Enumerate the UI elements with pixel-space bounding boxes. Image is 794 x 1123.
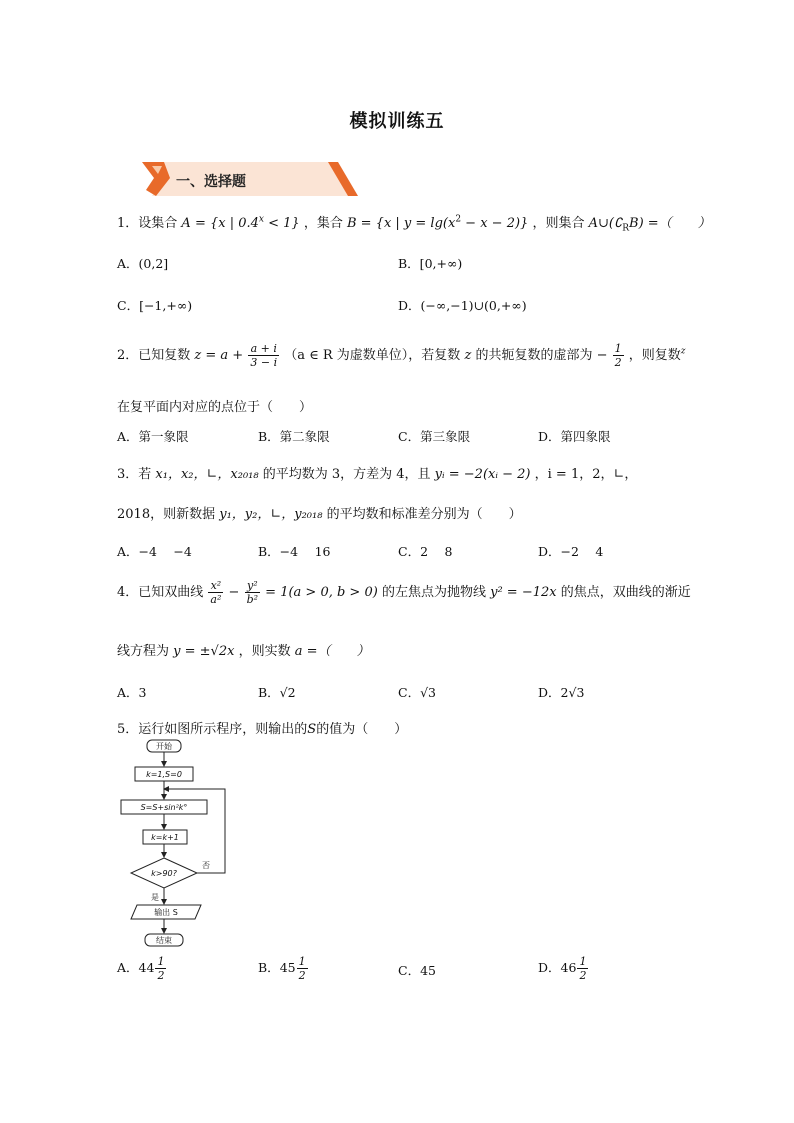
flow-cond-label: k>90? xyxy=(151,869,177,878)
banner-ribbon-icon xyxy=(142,160,358,198)
q2-fraction xyxy=(248,343,279,368)
q2-frac-num: a + i xyxy=(248,343,279,356)
flow-output-label: 输出 S xyxy=(154,908,178,917)
question-2 xyxy=(117,343,686,368)
q5-s: S xyxy=(307,722,317,737)
q5-a-num: 1 xyxy=(157,955,165,968)
q1-set-b-exp: 2 xyxy=(455,214,462,225)
q5-a-label: A． xyxy=(117,960,139,975)
q2-line2: 在复平面内对应的点位于（ ） xyxy=(117,400,313,415)
q1-option-c[interactable]: C．[−1,+∞) xyxy=(117,298,193,313)
q4-post: 的焦点，双曲线的渐近 xyxy=(560,585,691,600)
section-label: 一、选择题 xyxy=(176,174,246,190)
q4-text2: 线方程为 xyxy=(117,644,170,659)
q1-mid: ，集合 xyxy=(303,216,343,231)
q4-text3: ，则实数 xyxy=(238,644,291,659)
q1-set-a-exp: x xyxy=(258,214,264,225)
q5-d-den: 2 xyxy=(579,969,587,982)
question-3 xyxy=(117,463,637,482)
q1-post: ，则集合 xyxy=(532,216,585,231)
flow-update-label: S=S+sin²k° xyxy=(140,803,188,812)
q4-line2 xyxy=(117,640,370,659)
flow-end-label: 结束 xyxy=(156,936,172,945)
page-title: 模拟训练五 xyxy=(349,111,445,132)
q3-text3: 的平均数和标准差分别为（ ） xyxy=(326,507,522,522)
q5-option-c[interactable]: C．45 xyxy=(398,963,436,978)
q5-d-frac xyxy=(577,956,588,981)
q4-f2-den: b² xyxy=(246,593,259,606)
q5-b-frac xyxy=(297,956,308,981)
q4-frac-y xyxy=(245,580,260,605)
question-4 xyxy=(117,580,691,605)
q1-set-b: B = {x | y = lg(x xyxy=(346,216,456,231)
q2-option-c[interactable]: C．第三象限 xyxy=(398,429,471,444)
q4-f1-den: a² xyxy=(210,593,222,606)
q2-half xyxy=(613,343,624,368)
q1-expr: A∪(∁ xyxy=(588,216,623,231)
q3-option-b[interactable]: B．−4 16 xyxy=(258,544,331,559)
q4-mid: 的左焦点为抛物线 xyxy=(381,585,486,600)
q1-option-b[interactable]: B．[0,+∞) xyxy=(398,256,463,271)
q4-prefix: 4．已知双曲线 xyxy=(117,585,204,600)
q5-d-whole: 46 xyxy=(560,960,577,975)
q5-text: 5．运行如图所示程序，则输出的 xyxy=(117,722,308,737)
q4-f1-num: x² xyxy=(208,580,223,593)
q5-option-b[interactable] xyxy=(258,956,309,981)
flow-init-label: k=1,S=0 xyxy=(146,770,182,779)
q5-a-frac xyxy=(155,956,166,981)
q1-set-a-tail: < 1} xyxy=(263,216,300,231)
q4-cond: = 1(a > 0, b > 0) xyxy=(265,585,378,600)
q3-option-a[interactable]: A．−4 −4 xyxy=(117,544,192,559)
q2-mid: 的共轭复数的虚部为 − xyxy=(475,348,608,363)
q5-tail: 的值为（ ） xyxy=(316,722,408,737)
question-1 xyxy=(117,212,711,234)
q4-option-a[interactable]: A．3 xyxy=(117,685,147,700)
q2-z2: z xyxy=(680,346,686,357)
q1-prefix: 1．设集合 xyxy=(117,216,178,231)
q4-minus: − xyxy=(228,585,240,600)
q5-a-den: 2 xyxy=(157,969,165,982)
q5-b-num: 1 xyxy=(298,955,306,968)
q4-answer-blank: a =（ ） xyxy=(294,644,370,659)
q2-half-num: 1 xyxy=(614,342,622,355)
q5-option-a[interactable] xyxy=(117,956,167,981)
q4-option-b[interactable]: B．√2 xyxy=(258,685,296,700)
q2-option-b[interactable]: B．第二象限 xyxy=(258,429,330,444)
q1-expr-tail: B) =（ ） xyxy=(629,216,711,231)
q4-frac-x xyxy=(208,580,223,605)
q2-half-den: 2 xyxy=(614,356,622,369)
q4-parabola: y² = −12x xyxy=(490,585,557,600)
q5-b-den: 2 xyxy=(298,969,306,982)
q2-z-eq: z = a + xyxy=(194,348,244,363)
q3-line2 xyxy=(117,503,522,522)
q3-text2: 2018，则新数据 xyxy=(117,507,216,522)
q2-option-d[interactable]: D．第四象限 xyxy=(538,429,611,444)
q5-d-num: 1 xyxy=(579,955,587,968)
flowchart xyxy=(115,738,235,950)
q5-b-label: B． xyxy=(258,960,280,975)
q3-option-c[interactable]: C．2 8 xyxy=(398,544,453,559)
q4-option-d[interactable]: D．2√3 xyxy=(538,685,585,700)
q4-f2-num: y² xyxy=(245,580,260,593)
q3-text1: 的平均数为 3，方差为 4，且 xyxy=(262,467,431,482)
q2-prefix: 2．已知复数 xyxy=(117,348,191,363)
flow-yes-label: 是 xyxy=(151,893,159,902)
q3-prefix: 3．若 xyxy=(117,467,152,482)
q2-paren: （a ∈ R 为虚数单位），若复数 xyxy=(284,348,461,363)
section-banner xyxy=(142,160,358,198)
q4-option-c[interactable]: C．√3 xyxy=(398,685,436,700)
q2-frac-den: 3 − i xyxy=(250,356,278,369)
q2-post: ，则复数 xyxy=(628,348,681,363)
q5-d-label: D． xyxy=(538,960,561,975)
q3-y-seq: y₁，y₂，∟，y₂₀₁₈ xyxy=(219,507,323,522)
flow-start-label: 开始 xyxy=(156,742,172,751)
q3-index: ，i = 1，2，∟， xyxy=(534,467,638,482)
q2-option-a[interactable]: A．第一象限 xyxy=(117,429,189,444)
flowchart-diagram xyxy=(115,738,235,950)
q1-set-a: A = {x | 0.4 xyxy=(181,216,259,231)
q5-a-whole: 44 xyxy=(138,960,155,975)
q1-option-a[interactable]: A．(0,2] xyxy=(117,256,169,271)
q1-expr-sub: R xyxy=(622,223,630,234)
q4-asymptote: y = ±√2x xyxy=(173,644,235,659)
q5-option-d[interactable] xyxy=(538,956,589,981)
q2-z: z xyxy=(464,348,472,363)
q1-option-d[interactable]: D．(−∞,−1)∪(0,+∞) xyxy=(398,298,527,313)
q3-option-d[interactable]: D．−2 4 xyxy=(538,544,604,559)
flow-inc-label: k=k+1 xyxy=(151,833,179,842)
q3-x-seq: x₁，x₂，∟，x₂₀₁₈ xyxy=(155,467,259,482)
q1-set-b-tail: − x − 2)} xyxy=(461,216,529,231)
question-5 xyxy=(117,718,407,737)
q5-b-whole: 45 xyxy=(279,960,296,975)
flow-no-label: 否 xyxy=(202,861,210,870)
q3-y-def: yᵢ = −2(xᵢ − 2) xyxy=(434,467,531,482)
